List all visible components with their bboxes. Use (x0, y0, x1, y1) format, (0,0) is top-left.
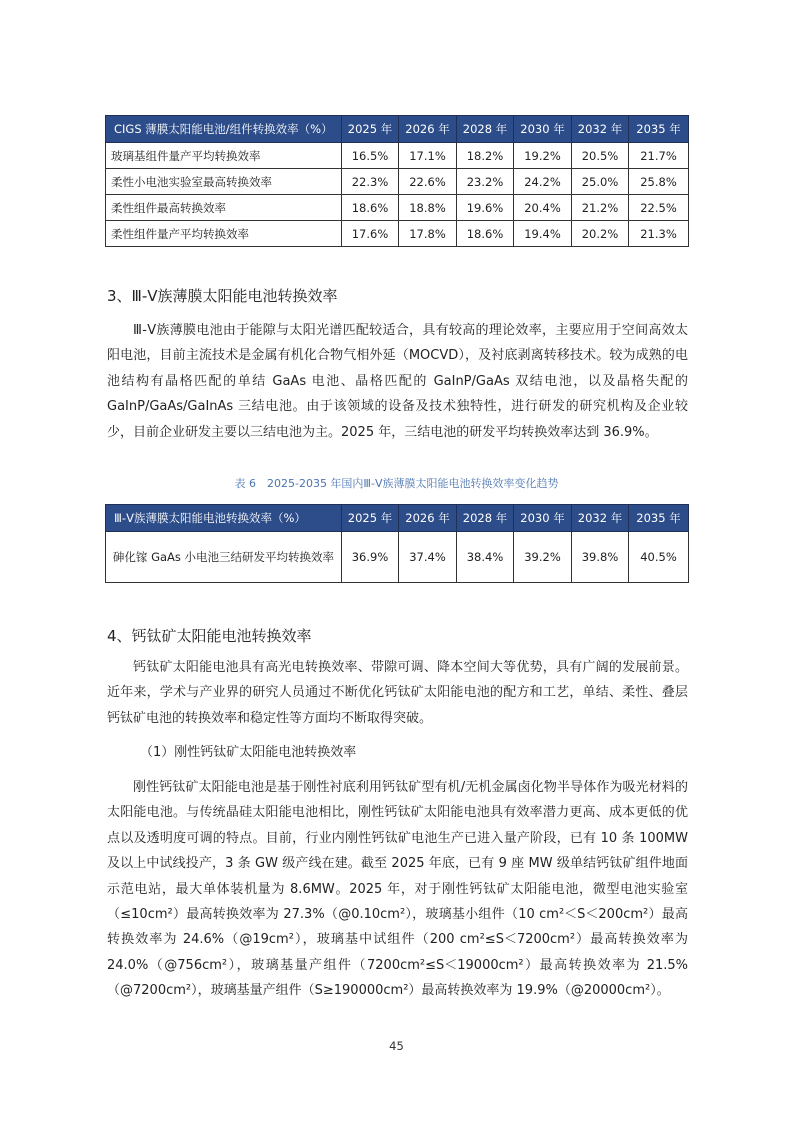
table-caption: 表 6 2025-2035 年国内Ⅲ-Ⅴ族薄膜太阳能电池转换效率变化趋势 (234, 477, 559, 490)
table-header-cell: 2032 年 (572, 505, 629, 532)
table-row (106, 143, 689, 169)
table-cell: 20.5% (572, 143, 629, 169)
table-header-cell: CIGS 薄膜太阳能电池/组件转换效率（%） (106, 116, 342, 143)
table-row (106, 532, 689, 583)
table-cell: 18.8% (399, 195, 457, 221)
table-cell: 17.1% (399, 143, 457, 169)
table-header-cell: 2035 年 (629, 505, 689, 532)
table-row (106, 221, 689, 247)
table-cell: 39.2% (514, 532, 572, 583)
table-cell: 17.6% (342, 221, 399, 247)
table-header-cell: 2026 年 (399, 116, 457, 143)
table-header-cell: 2028 年 (457, 505, 514, 532)
table-cell: 砷化镓 GaAs 小电池三结研发平均转换效率 (106, 532, 342, 583)
table-cell: 25.8% (629, 169, 689, 195)
table-cell: 玻璃基组件量产平均转换效率 (106, 143, 342, 169)
table-cell: 38.4% (457, 532, 514, 583)
table-header-cell: 2028 年 (457, 116, 514, 143)
table-cell: 柔性组件量产平均转换效率 (106, 221, 342, 247)
table-header-cell: 2025 年 (342, 505, 399, 532)
table-cell: 19.2% (514, 143, 572, 169)
table-header-cell: 2035 年 (629, 116, 689, 143)
table-cell: 21.3% (629, 221, 689, 247)
paragraph-text: 钙钛矿太阳能电池具有高光电转换效率、带隙可调、降本空间大等优势，具有广阔的发展前景。近年来，学术与产业界的研究人员通过不断优化钙钛矿太阳能电池的配方和工艺，单结、柔性、叠层钙钛矿电池的转换效率和稳定性等方面均不断取得突破。 (107, 660, 688, 726)
table-cell: 39.8% (572, 532, 629, 583)
table-header-cell: 2026 年 (399, 505, 457, 532)
table-cell: 24.2% (514, 169, 572, 195)
table-cell: 22.3% (342, 169, 399, 195)
table-cell: 18.2% (457, 143, 514, 169)
table-cell: 21.7% (629, 143, 689, 169)
iii-v-efficiency-table (105, 504, 689, 583)
page-number: 45 (389, 1039, 404, 1053)
table-cell: 37.4% (399, 532, 457, 583)
table-header-cell: 2030 年 (514, 505, 572, 532)
table-cell: 18.6% (342, 195, 399, 221)
subsection-paragraph (107, 775, 688, 1004)
table-cell: 20.4% (514, 195, 572, 221)
table-cell: 19.4% (514, 221, 572, 247)
table-cell: 17.8% (399, 221, 457, 247)
table-header-cell: Ⅲ-Ⅴ族薄膜太阳能电池转换效率（%） (106, 505, 342, 532)
table-cell: 16.5% (342, 143, 399, 169)
section-3-paragraph (107, 318, 688, 445)
table-cell: 18.6% (457, 221, 514, 247)
table-cell: 柔性小电池实验室最高转换效率 (106, 169, 342, 195)
table-header-cell: 2025 年 (342, 116, 399, 143)
section-4-paragraph (107, 655, 688, 731)
table-cell: 23.2% (457, 169, 514, 195)
table-cell: 22.5% (629, 195, 689, 221)
table-cell: 柔性组件最高转换效率 (106, 195, 342, 221)
section-heading-3: 3、Ⅲ-Ⅴ族薄膜太阳能电池转换效率 (107, 287, 338, 305)
table-header-row (106, 116, 689, 143)
table-cell: 25.0% (572, 169, 629, 195)
table-cell: 22.6% (399, 169, 457, 195)
paragraph-text: Ⅲ-Ⅴ族薄膜电池由于能隙与太阳光谱匹配较适合，具有较高的理论效率，主要应用于空间高效太阳电池，目前主流技术是金属有机化合物气相外延（MOCVD），及衬底剥离转移技术。较为成熟的电池结构有晶格匹配的单结 GaAs 电池、晶格匹配的 GaInP/GaAs 双结电池，以及晶格失配的 GaInP/GaAs/GaInAs 三结电池。由于该领域的设备及技术独特性，进行研发的研究机构及企业较少，目前企业研发主要以三结电池为主。2025 年，三结电池的研发平均转换效率达到 36.9%。 (107, 323, 688, 440)
section-heading-4: 4、钙钛矿太阳能电池转换效率 (107, 627, 312, 645)
paragraph-text: 刚性钙钛矿太阳能电池是基于刚性衬底利用钙钛矿型有机/无机金属卤化物半导体作为吸光材料的太阳能电池。与传统晶硅太阳能电池相比，刚性钙钛矿太阳能电池具有效率潜力更高、成本更低的优点以及透明度可调的特点。目前，行业内刚性钙钛矿电池生产已进入量产阶段，已有 10 条 100MW 及以上中试线投产，3 条 GW 级产线在建。截至 2025 年底，已有 9 座 MW 级单结钙钛矿组件地面示范电站，最大单体装机量为 8.6MW。2025 年，对于刚性钙钛矿太阳能电池，微型电池实验室（≤10cm²）最高转换效率为 27.3%（@0.10cm²），玻璃基小组件（10 cm²＜S＜200cm²）最高转换效率为 24.6%（@19cm²），玻璃基中试组件（200 cm²≤S＜7200cm²）最高转换效率为 24.0%（@756cm²），玻璃基量产组件（7200cm²≤S＜19000cm²）最高转换效率为 21.5%（@7200cm²），玻璃基量产组件（S≥190000cm²）最高转换效率为 19.9%（@20000cm²）。 (107, 780, 688, 999)
table-cell: 40.5% (629, 532, 689, 583)
table-cell: 36.9% (342, 532, 399, 583)
table-cell: 21.2% (572, 195, 629, 221)
table-cell: 19.6% (457, 195, 514, 221)
subsection-heading: （1）刚性钙钛矿太阳能电池转换效率 (140, 745, 357, 760)
table-header-cell: 2032 年 (572, 116, 629, 143)
cigs-efficiency-table (105, 115, 689, 247)
table-cell: 20.2% (572, 221, 629, 247)
table-header-cell: 2030 年 (514, 116, 572, 143)
table-row (106, 169, 689, 195)
table-row (106, 195, 689, 221)
table-header-row (106, 505, 689, 532)
